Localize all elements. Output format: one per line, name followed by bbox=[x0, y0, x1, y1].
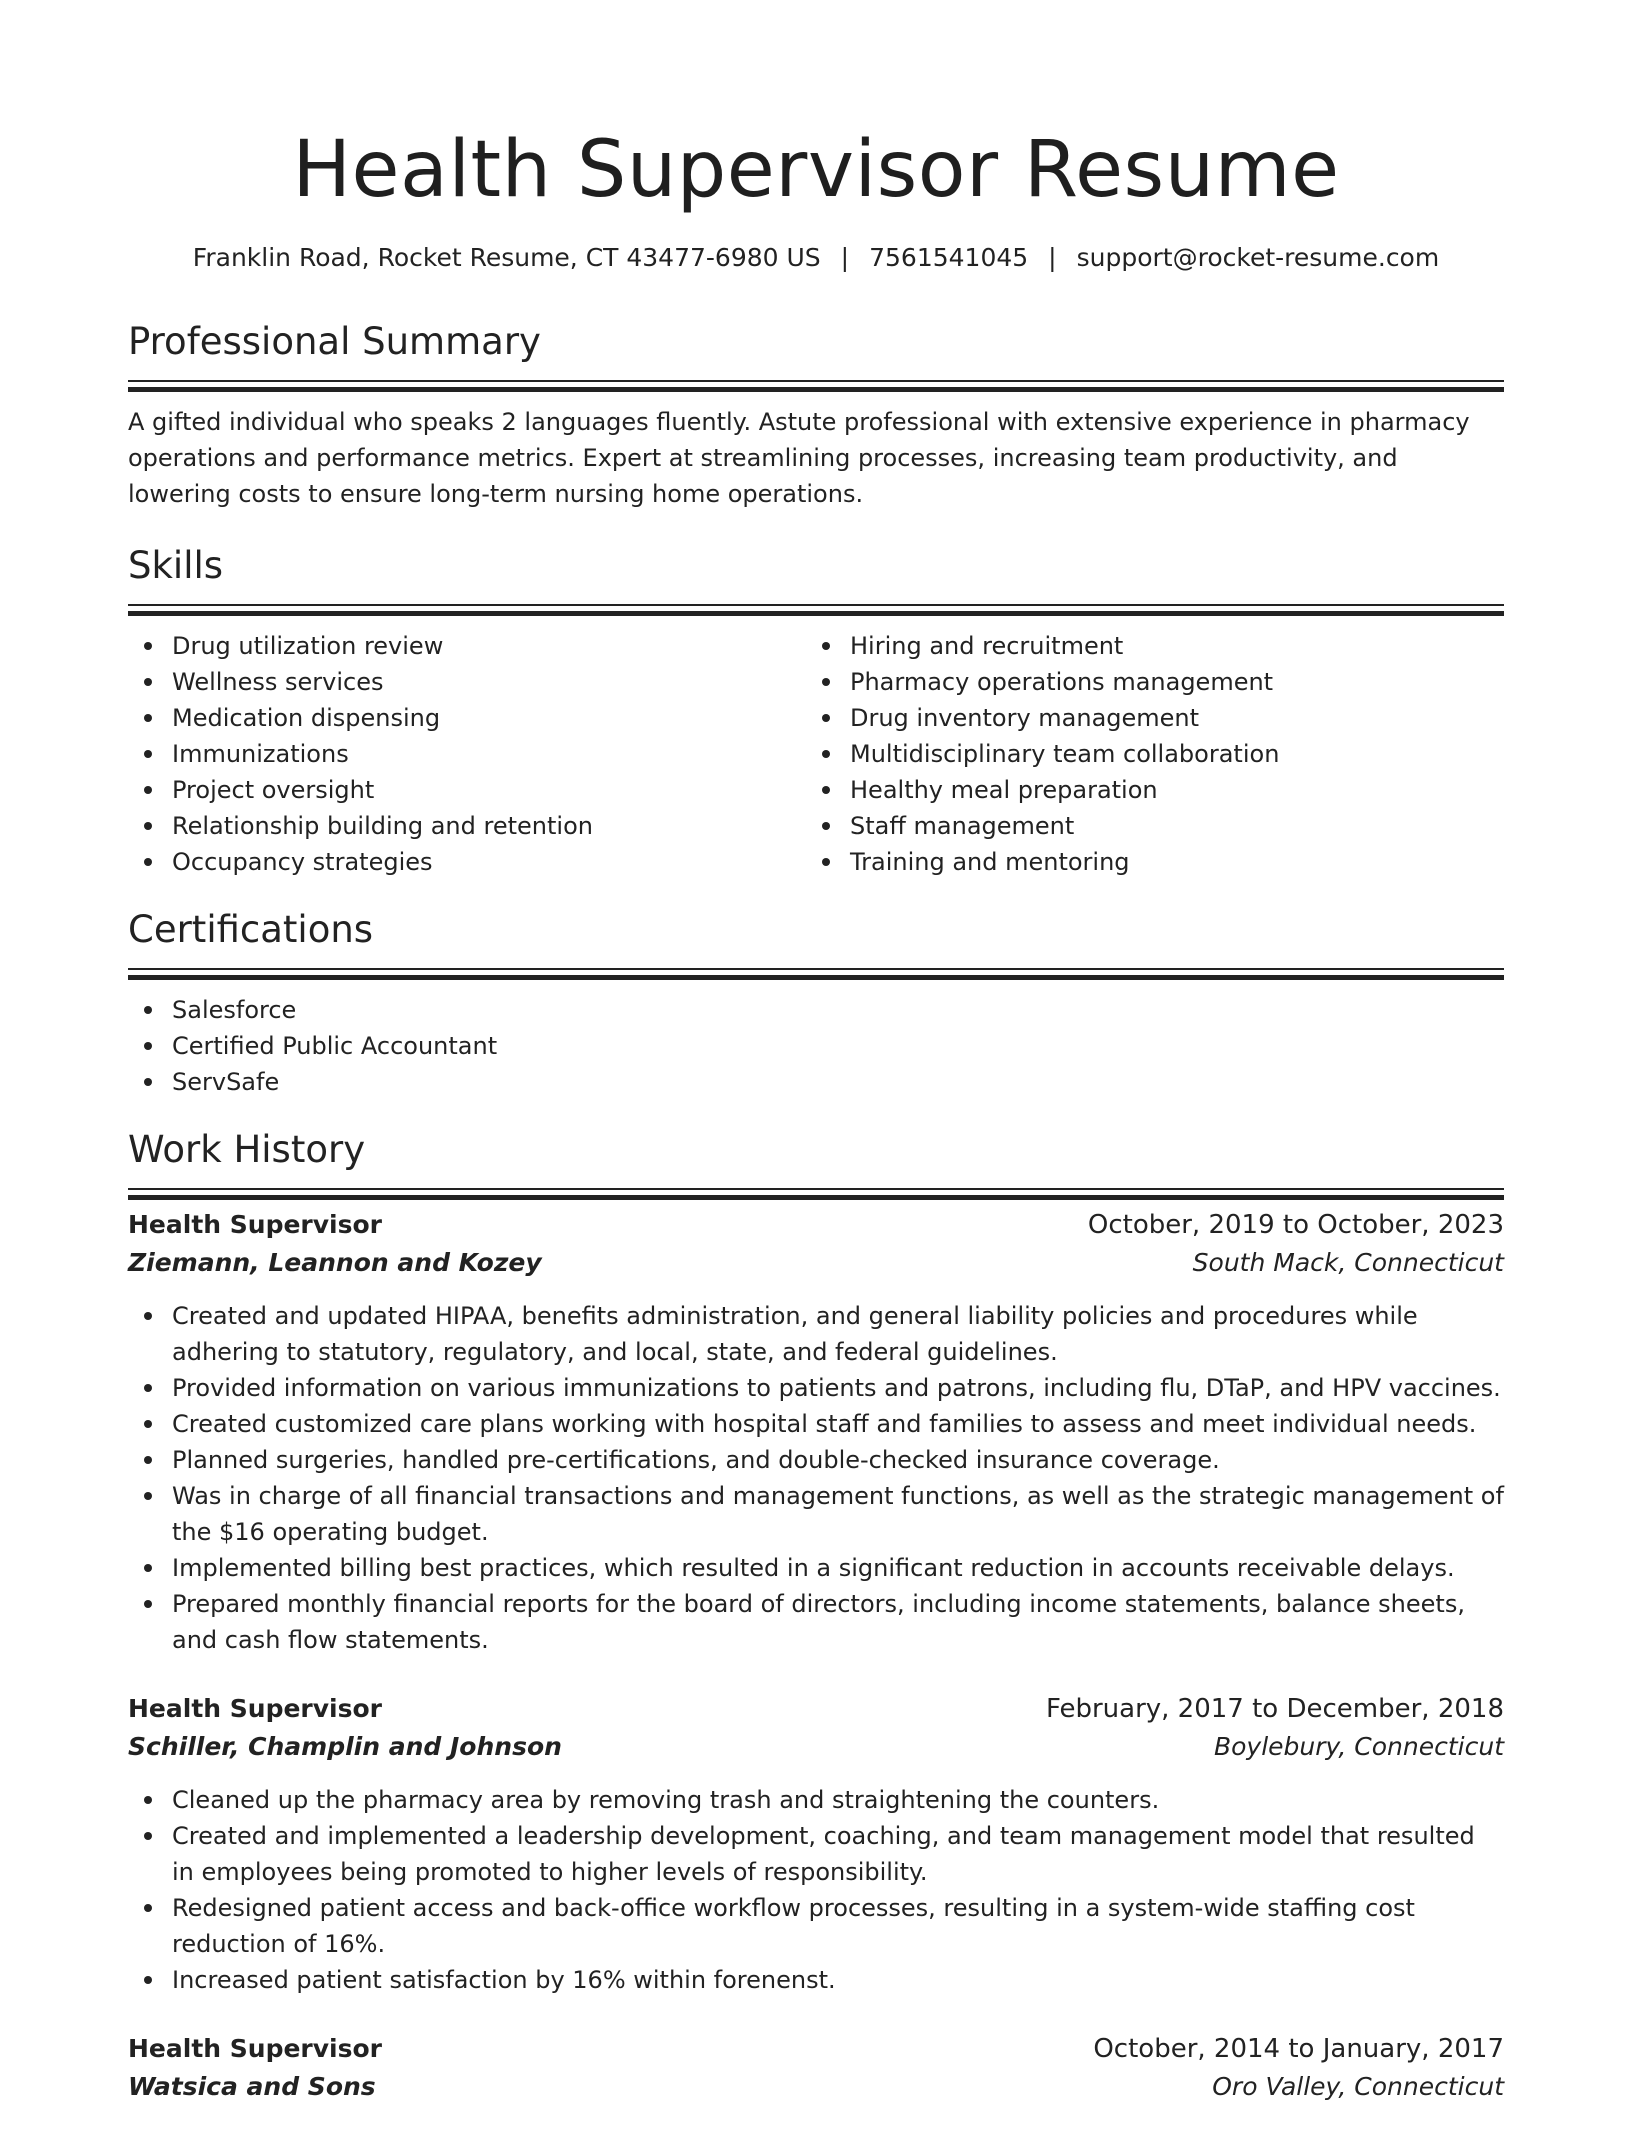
contact-separator: | bbox=[1048, 243, 1057, 272]
skill-item: Drug utilization review bbox=[172, 628, 806, 664]
skill-item: Relationship building and retention bbox=[172, 808, 806, 844]
job-header bbox=[128, 2030, 1504, 2068]
job-subheader bbox=[128, 1244, 1504, 1282]
job-bullet: Cleaned up the pharmacy area by removing trash and straightening the counters. bbox=[172, 1782, 1504, 1818]
skill-item: Staff management bbox=[850, 808, 1484, 844]
work-history-section bbox=[128, 1100, 1504, 2106]
contact-email[interactable]: support@rocket-resume.com bbox=[1076, 243, 1440, 272]
section-divider bbox=[128, 380, 1504, 382]
skill-item: Healthy meal preparation bbox=[850, 772, 1484, 808]
skill-item: Immunizations bbox=[172, 736, 806, 772]
contact-phone: 7561541045 bbox=[869, 243, 1029, 272]
skill-item: Occupancy strategies bbox=[172, 844, 806, 880]
job-dates: February, 2017 to December, 2018 bbox=[1045, 1694, 1504, 1724]
section-divider bbox=[128, 604, 1504, 606]
job-entry bbox=[128, 1206, 1504, 1658]
skill-item: Wellness services bbox=[172, 664, 806, 700]
job-title: Health Supervisor bbox=[128, 1694, 383, 1723]
job-location: Boylebury, Connecticut bbox=[1213, 1732, 1504, 1761]
skills-columns bbox=[128, 628, 1504, 880]
certification-item: Salesforce bbox=[172, 992, 1504, 1028]
job-location: Oro Valley, Connecticut bbox=[1212, 2072, 1504, 2101]
jobs-list bbox=[128, 1206, 1504, 2106]
skills-left-column bbox=[128, 628, 806, 880]
job-company: Schiller, Champlin and Johnson bbox=[128, 1732, 562, 1761]
summary-text: A gifted individual who speaks 2 languages fluently. Astute professional with extensive experience in pharmacy operations and performance metrics. Expert at streamlining processes, increasing team productivity, and lowering costs to ensure long-term nursing home operations. bbox=[128, 408, 1470, 508]
skill-item: Medication dispensing bbox=[172, 700, 806, 736]
certifications-section bbox=[128, 880, 1504, 1100]
job-bullet: Prepared monthly financial reports for the board of directors, including income statements, balance sheets, and cash flow statements. bbox=[172, 1586, 1504, 1658]
job-bullet: Redesigned patient access and back-office workflow processes, resulting in a system-wide staffing cost reduction of 16%. bbox=[172, 1890, 1504, 1962]
skills-heading: Skills bbox=[128, 544, 224, 587]
resume-page bbox=[128, 0, 1504, 2138]
summary-section bbox=[128, 292, 1504, 512]
skill-item: Drug inventory management bbox=[850, 700, 1484, 736]
job-subheader bbox=[128, 2068, 1504, 2106]
job-subheader bbox=[128, 1728, 1504, 1766]
job-header bbox=[128, 1690, 1504, 1728]
job-bullet: Increased patient satisfaction by 16% within forenenst. bbox=[172, 1962, 1504, 1998]
skills-right-column bbox=[806, 628, 1484, 880]
certification-item: Certified Public Accountant bbox=[172, 1028, 1504, 1064]
skill-item: Multidisciplinary team collaboration bbox=[850, 736, 1484, 772]
job-entry bbox=[128, 2030, 1504, 2106]
job-dates: October, 2019 to October, 2023 bbox=[1087, 1210, 1504, 1240]
job-entry bbox=[128, 1690, 1504, 1998]
summary-heading: Professional Summary bbox=[128, 320, 541, 363]
job-bullets bbox=[128, 1782, 1504, 1998]
job-bullet: Implemented billing best practices, which resulted in a significant reduction in accounts receivable delays. bbox=[172, 1550, 1504, 1586]
job-company: Ziemann, Leannon and Kozey bbox=[128, 1248, 542, 1277]
skill-item: Training and mentoring bbox=[850, 844, 1484, 880]
contact-address: Franklin Road, Rocket Resume, CT 43477-6980 US bbox=[192, 243, 821, 272]
job-title: Health Supervisor bbox=[128, 1210, 383, 1239]
job-bullet: Planned surgeries, handled pre-certifications, and double-checked insurance coverage. bbox=[172, 1442, 1504, 1478]
job-title: Health Supervisor bbox=[128, 2034, 383, 2063]
certifications-heading: Certifications bbox=[128, 908, 374, 951]
job-location: South Mack, Connecticut bbox=[1192, 1248, 1504, 1277]
contact-separator: | bbox=[840, 243, 850, 272]
certification-item: ServSafe bbox=[172, 1064, 1504, 1100]
skill-item: Pharmacy operations management bbox=[850, 664, 1484, 700]
job-bullets bbox=[128, 1298, 1504, 1658]
resume-title: Health Supervisor Resume bbox=[292, 125, 1340, 215]
skills-section bbox=[128, 516, 1504, 880]
job-bullet: Created and implemented a leadership development, coaching, and team management model that resulted in employees being promoted to higher levels of responsibility. bbox=[172, 1818, 1504, 1890]
section-divider bbox=[128, 1188, 1504, 1190]
skill-item: Project oversight bbox=[172, 772, 806, 808]
skill-item: Hiring and recruitment bbox=[850, 628, 1484, 664]
work-history-heading: Work History bbox=[128, 1128, 366, 1171]
job-bullet: Was in charge of all financial transactions and management functions, as well as the strategic management of the $16 operating budget. bbox=[172, 1478, 1504, 1550]
job-header bbox=[128, 1206, 1504, 1244]
section-divider bbox=[128, 968, 1504, 970]
job-company: Watsica and Sons bbox=[128, 2072, 376, 2101]
job-dates: October, 2014 to January, 2017 bbox=[1093, 2034, 1504, 2064]
job-bullet: Created customized care plans working with hospital staff and families to assess and meet individual needs. bbox=[172, 1406, 1504, 1442]
job-bullet: Created and updated HIPAA, benefits administration, and general liability policies and procedures while adhering to statutory, regulatory, and local, state, and federal guidelines. bbox=[172, 1298, 1504, 1370]
job-bullet: Provided information on various immunizations to patients and patrons, including flu, DTaP, and HPV vaccines. bbox=[172, 1370, 1504, 1406]
contact-line bbox=[128, 242, 1504, 274]
